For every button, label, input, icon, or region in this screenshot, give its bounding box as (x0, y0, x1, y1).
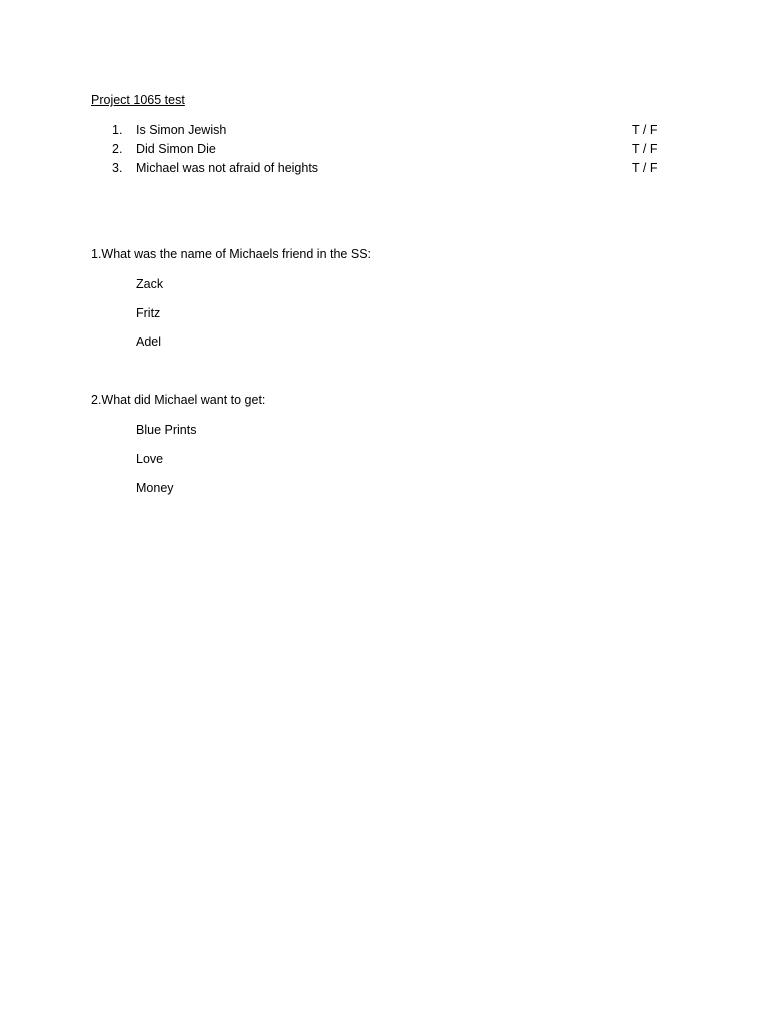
item-statement: Michael was not afraid of heights (136, 161, 319, 175)
item-statement: Is Simon Jewish (136, 123, 227, 137)
item-number: 1. (112, 123, 123, 137)
true-false-list (91, 122, 671, 179)
true-false-choice: T / F (632, 142, 658, 156)
answer-option: Zack (136, 277, 164, 291)
question-friend-name: 1.What was the name of Michaels friend in the SS: (91, 247, 371, 261)
answer-option: Money (136, 481, 174, 495)
item-number: 3. (112, 161, 123, 175)
document-title: Project 1065 test (91, 93, 185, 107)
true-false-item (91, 160, 671, 179)
answer-option: Adel (136, 335, 162, 349)
answer-option: Love (136, 452, 164, 466)
answer-options-friend (136, 276, 163, 363)
true-false-item (91, 122, 671, 141)
true-false-choice: T / F (632, 161, 658, 175)
item-statement: Did Simon Die (136, 142, 216, 156)
answer-option: Fritz (136, 306, 161, 320)
question-michael-goal: 2.What did Michael want to get: (91, 393, 266, 407)
answer-option: Blue Prints (136, 423, 197, 437)
true-false-choice: T / F (632, 123, 658, 137)
answer-options-goal (136, 422, 196, 509)
item-number: 2. (112, 142, 123, 156)
true-false-item (91, 141, 671, 160)
